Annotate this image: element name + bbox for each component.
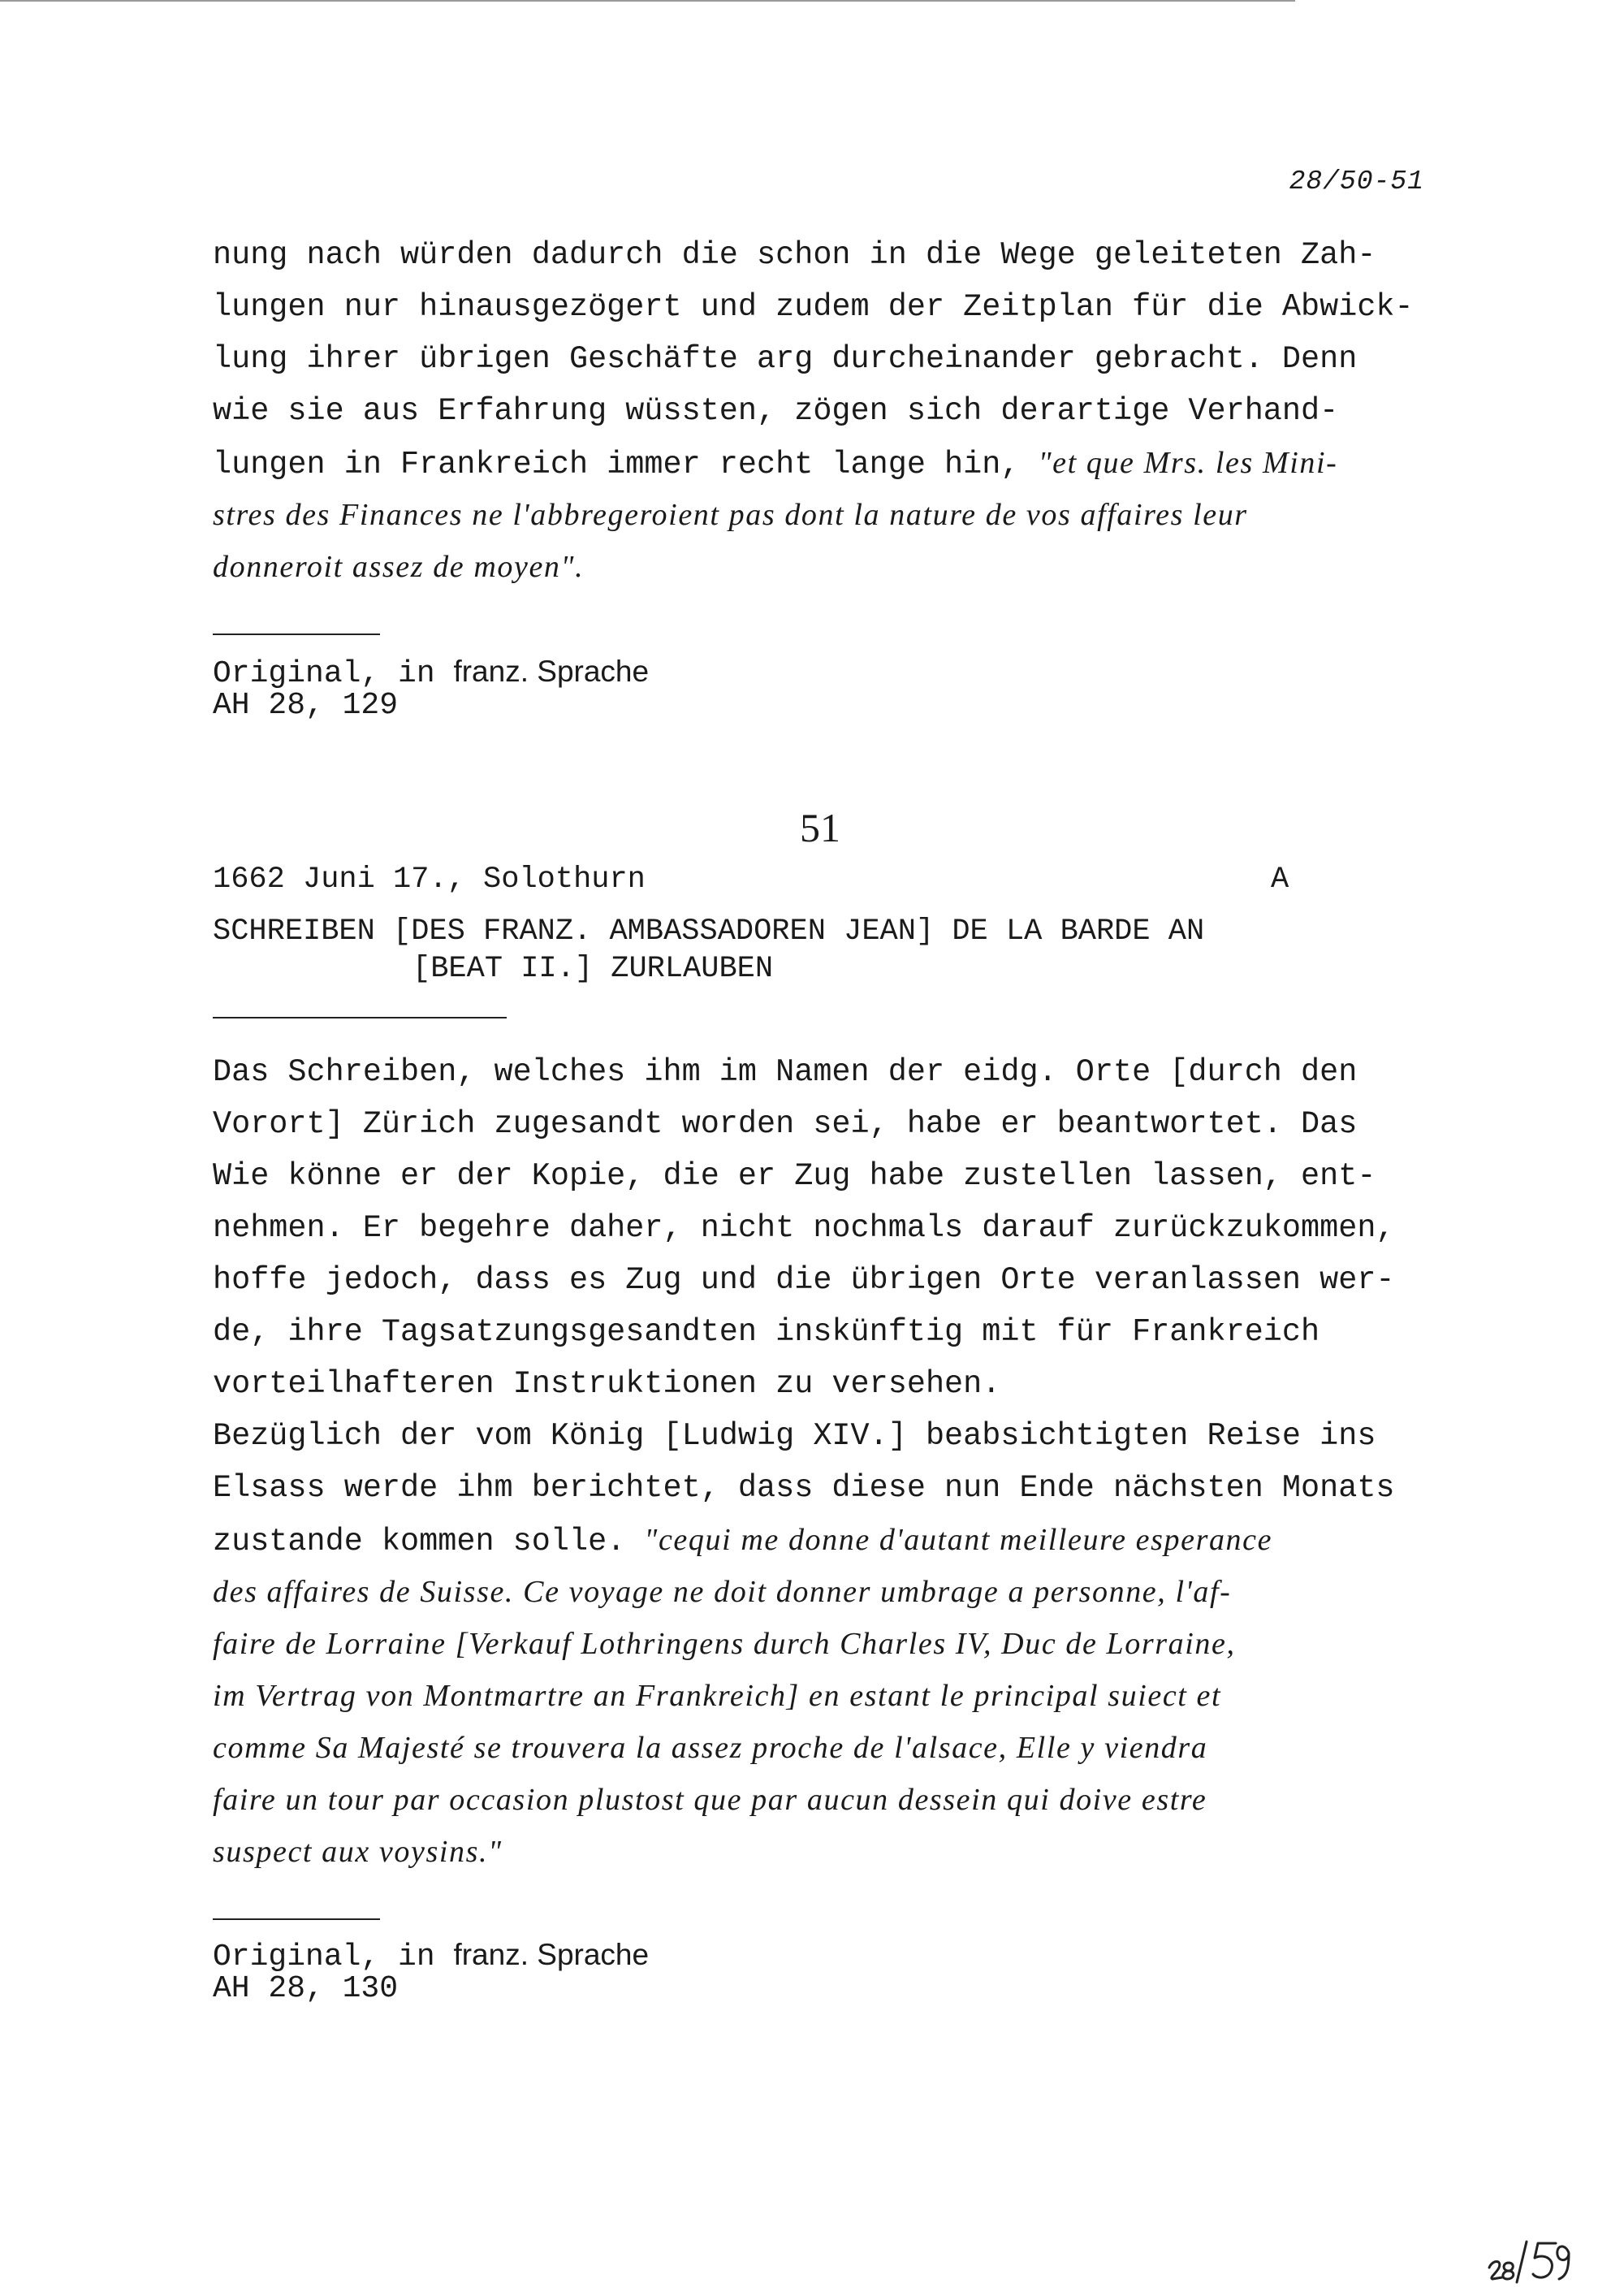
french-quote-line: im Vertrag von Montmartre an Frankreich] en estant le principal suiect et [213, 1679, 1222, 1713]
text-line [213, 437, 1337, 491]
document-number: 51 [800, 805, 840, 850]
french-quote: "et que Mrs. les Mini- [1038, 446, 1338, 480]
text-line: nehmen. Er begehre daher, nicht nochmals darauf zurückzukommen, [213, 1210, 1395, 1246]
text-line: lung ihrer übrigen Geschäfte arg durcheinander gebracht. Denn [213, 341, 1358, 377]
source-note [213, 1938, 649, 1974]
folio-number: 28/50-51 [1289, 166, 1424, 197]
text-line: Das Schreiben, welches ihm im Namen der eidg. Orte [durch den [213, 1054, 1358, 1090]
french-quote-line: comme Sa Majesté se trouvera la assez proche de l'alsace, Elle y viendra [213, 1731, 1208, 1765]
document-title-continued: [BEAT II.] ZURLAUBEN [412, 952, 774, 986]
text-segment: lungen in Frankreich immer recht lange hin, [213, 447, 1039, 482]
french-quote-line: suspect aux voysins." [213, 1835, 503, 1869]
french-quote: "cequi me donne d'autant meilleure esperance [644, 1523, 1273, 1557]
text-line: nung nach würden dadurch die schon in die Wege geleiteten Zah- [213, 237, 1376, 273]
footnote-divider [213, 634, 380, 635]
text-line: de, ihre Tagsatzungsgesandten inskünftig mit für Frankreich [213, 1314, 1320, 1350]
scan-top-edge [0, 0, 1295, 2]
document-title: SCHREIBEN [DES FRANZ. AMBASSADOREN JEAN] DE LA BARDE AN [213, 915, 1205, 949]
text-line: Wie könne er der Kopie, die er Zug habe zustellen lassen, ent- [213, 1158, 1376, 1194]
source-note [213, 655, 649, 691]
source-language: franz. Sprache [453, 655, 650, 688]
source-language: franz. Sprache [453, 1938, 650, 1971]
french-quote-line: des affaires de Suisse. Ce voyage ne doit donner umbrage a personne, l'af- [213, 1575, 1232, 1609]
footnote-divider [213, 1918, 380, 1920]
text-line [213, 1514, 1272, 1568]
french-quote-line: stres des Finances ne l'abbregeroient pas dont la nature de vos affaires leur [213, 498, 1248, 532]
source-reference: AH 28, 129 [213, 688, 399, 723]
text-line: wie sie aus Erfahrung wüssten, zögen sich derartige Verhand- [213, 393, 1339, 429]
text-line: Elsass werde ihm berichtet, dass diese nun Ende nächsten Monats [213, 1470, 1395, 1506]
french-quote-line: faire un tour par occasion plustost que par aucun dessein qui doive estre [213, 1783, 1207, 1817]
text-line: hoffe jedoch, dass es Zug und die übrigen Orte veranlassen wer- [213, 1262, 1395, 1298]
document-date-place: 1662 Juni 17., Solothurn [213, 863, 646, 897]
text-line: lungen nur hinausgezögert und zudem der Zeitplan für die Abwick- [213, 289, 1414, 325]
source-prefix: Original, in [213, 656, 454, 691]
french-quote-line: faire de Lorraine [Verkauf Lothringens durch Charles IV, Duc de Lorraine, [213, 1627, 1236, 1661]
source-prefix: Original, in [213, 1940, 454, 1974]
text-line: Bezüglich der vom König [Ludwig XIV.] beabsichtigten Reise ins [213, 1418, 1376, 1454]
french-quote-line: donneroit assez de moyen". [213, 550, 585, 584]
header-divider [213, 1017, 507, 1018]
handwritten-signature-mark [1484, 2235, 1575, 2284]
document-class: A [1271, 863, 1289, 897]
source-reference: AH 28, 130 [213, 1971, 399, 2006]
text-line: vorteilhafteren Instruktionen zu versehen. [213, 1366, 1001, 1402]
text-line: Vorort] Zürich zugesandt worden sei, habe er beantwortet. Das [213, 1106, 1358, 1142]
text-segment: zustande kommen solle. [213, 1524, 645, 1559]
